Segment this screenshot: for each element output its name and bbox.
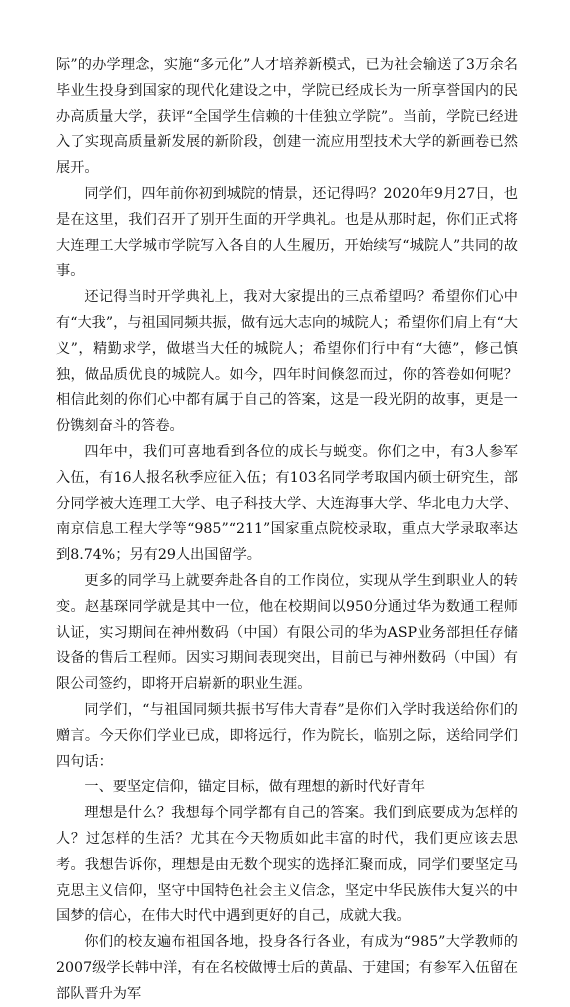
paragraph-6: 同学们，“与祖国同频共振书写伟大青春”是你们入学时我送给你们的赠言。今天你们学业已成，即将远行，作为院长，临别之际，送给同学们四句话： xyxy=(56,701,518,770)
paragraph-5: 更多的同学马上就要奔赴各自的工作岗位，实现从学生到职业人的转变。赵基琛同学就是其中一位，他在校期间以950分通过华为数通工程师认证，实习期间在神州数码（中国）有限公司的华为ASP业务部担任存储设备的售后工程师。因实习期间表现突出，目前已与神州数码（中国）有限公司签约，即将开启崭新的职业生涯。 xyxy=(56,572,518,693)
section-heading-1: 一、要坚定信仰，锚定目标，做有理想的新时代好青年 xyxy=(84,779,425,796)
paragraph-3: 还记得当时开学典礼上，我对大家提出的三点希望吗？希望你们心中有“大我”，与祖国同频共振，做有远大志向的城院人；希望你们肩上有“大义”，精勤求学，做堪当大任的城院人；希望你们行中有“大德”，修己慎独，做品质优良的城院人。如今，四年时间倏忽而过，你的答卷如何呢？相信此刻的你们心中都有属于自己的答案，这是一段光阴的故事，更是一份镌刻奋斗的答卷。 xyxy=(56,289,518,435)
paragraph-4: 四年中，我们可喜地看到各位的成长与蜕变。你们之中，有3人参军入伍，有16人报名秋季应征入伍；有103名同学考取国内硕士研究生，部分同学被大连理工大学、电子科技大学、大连海事大学、华北电力大学、南京信息工程大学等“985”“211”国家重点院校录取，重点大学录取率达到8.74%；另有29人出国留学。 xyxy=(56,443,518,564)
paragraph-2: 同学们，四年前你初到城院的情景，还记得吗？2020年9月27日，也是在这里，我们召开了别开生面的开学典礼。也是从那时起，你们正式将大连理工大学城市学院写入各自的人生履历，开始续写“城院人”共同的故事。 xyxy=(56,185,518,280)
paragraph-1: 际”的办学理念，实施“多元化”人才培养新模式，已为社会输送了3万余名毕业生投身到国家的现代化建设之中，学院已经成长为一所享誉国内的民办高质量大学，获评“全国学生信赖的十佳独立学院”。当前，学院已经进入了实现高质量新发展的新阶段，创建一流应用型技术大学的新画卷已然展开。 xyxy=(56,57,518,177)
paragraph-7: 理想是什么？我想每个同学都有自己的答案。我们到底要成为怎样的人？过怎样的生活？尤其在今天物质如此丰富的时代，我们更应该去思考。我想告诉你，理想是由无数个现实的选择汇聚而成，同学们要坚定马克思主义信仰，坚守中国特色社会主义信念，坚定中华民族伟大复兴的中国梦的信心，在伟大时代中遇到更好的自己，成就大我。 xyxy=(56,805,518,925)
paragraph-8: 你们的校友遍布祖国各地，投身各行各业，有成为“985”大学教师的2007级学长韩中洋，有在名校做博士后的黄晶、于建国；有参军入伍留在部队晋升为军 xyxy=(56,934,518,1002)
document-page xyxy=(56,53,518,1007)
